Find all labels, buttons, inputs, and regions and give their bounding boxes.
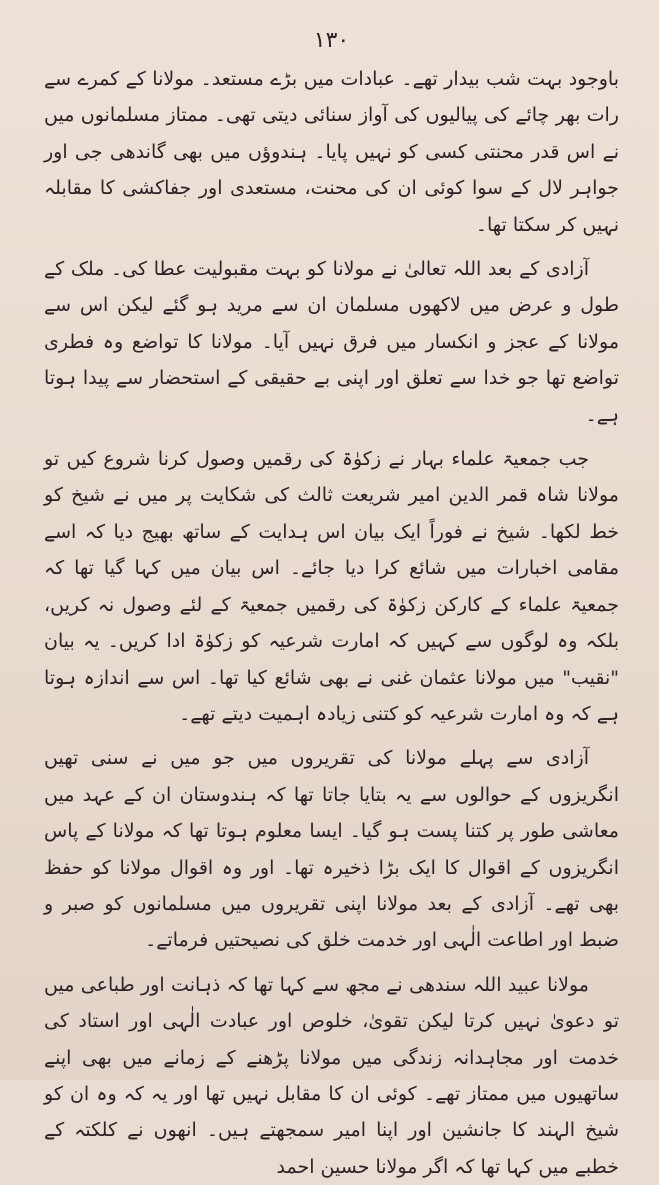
page-number: ١٣٠ bbox=[313, 28, 350, 53]
paragraph-2: آزادی کے بعد اللہ تعالیٰ نے مولانا کو بہت مقبولیت عطا کی۔ ملک کے طول و عرض میں لاکھوں مسلمان ان سے مرید ہو گئے لیکن اس سے مولانا کے عجز و انکسار میں فرق نہیں آیا۔ مولانا کا تواضع وہ فطری تواضع تھا جو خدا سے تعلق اور اپنی بے حقیقی کے استحضار سے پیدا ہوتا ہے۔ bbox=[44, 258, 619, 426]
paragraph-1: باوجود بہت شب بیدار تھے۔ عبادات میں بڑے مستعد۔ مولانا کے کمرے سے رات بھر چائے کی پیالیوں کی آواز سنائی دیتی تھی۔ ممتاز مسلمانوں میں نے اس قدر محنتی کسی کو نہیں پایا۔ ہندوؤں میں بھی گاندھی جی اور جواہر لال کے سوا کوئی ان کی محنت، مستعدی اور جفاکشی کا مقابلہ نہیں کر سکتا تھا۔ bbox=[44, 68, 619, 236]
paragraph-4: آزادی سے پہلے مولانا کی تقریروں میں جو میں نے سنی تھیں انگریزوں کے حوالوں سے یہ بتایا جاتا تھا کہ ہندوستان ان کے عہد میں معاشی طور پر کتنا پست ہو گیا۔ ایسا معلوم ہوتا تھا کہ مولانا کے پاس انگریزوں کے اقوال کا ایک بڑا ذخیرہ تھا۔ اور وہ اقوال مولانا کو حفظ بھی تھے۔ آزادی کے بعد مولانا اپنی تقریروں میں مسلمانوں کو صبر و ضبط اور اطاعت الٰہی اور خدمت خلق کی نصیحتیں فرماتے۔ bbox=[44, 747, 619, 952]
paragraph-3: جب جمعیۃ علماء بہار نے زکوٰۃ کی رقمیں وصول کرنا شروع کیں تو مولانا شاہ قمر الدین امیر شریعت ثالث کی شکایت پر میں نے شیخ کو خط لکھا۔ شیخ نے فوراً ایک بیان اس ہدایت کے ساتھ بھیج دیا کہ اسے مقامی اخبارات میں شائع کرا دیا جائے۔ اس بیان میں کہا گیا تھا کہ جمعیۃ علماء کے کارکن زکوٰۃ کی رقمیں جمعیۃ کے لئے وصول نہ کریں، بلکہ وہ لوگوں سے کہیں کہ امارت شرعیہ کو زکوٰۃ ادا کریں۔ یہ بیان "نقیب" میں مولانا عثمان غنی نے بھی شائع کیا تھا۔ اس سے اندازہ ہوتا ہے کہ وہ امارت شرعیہ کو کتنی زیادہ اہمیت دیتے تھے۔ bbox=[44, 448, 619, 725]
page-body bbox=[44, 61, 619, 1185]
paragraph-5: مولانا عبید اللہ سندھی نے مجھ سے کہا تھا کہ ذہانت اور طباعی میں تو دعویٰ نہیں کرتا لیکن تقویٰ، خلوص اور عبادت الٰہی اور استاد کی خدمت اور مجاہدانہ زندگی میں مولانا پڑھنے کے زمانے میں بھی اپنے ساتھیوں میں ممتاز تھے۔ کوئی ان کا مقابل نہیں تھا اور یہ کہ وہ ان کو شیخ الہند کا جانشین اور اپنا امیر سمجھتے ہیں۔ انھوں نے کلکتہ کے خطبے میں کہا تھا کہ اگر مولانا حسین احمد bbox=[44, 973, 619, 1178]
